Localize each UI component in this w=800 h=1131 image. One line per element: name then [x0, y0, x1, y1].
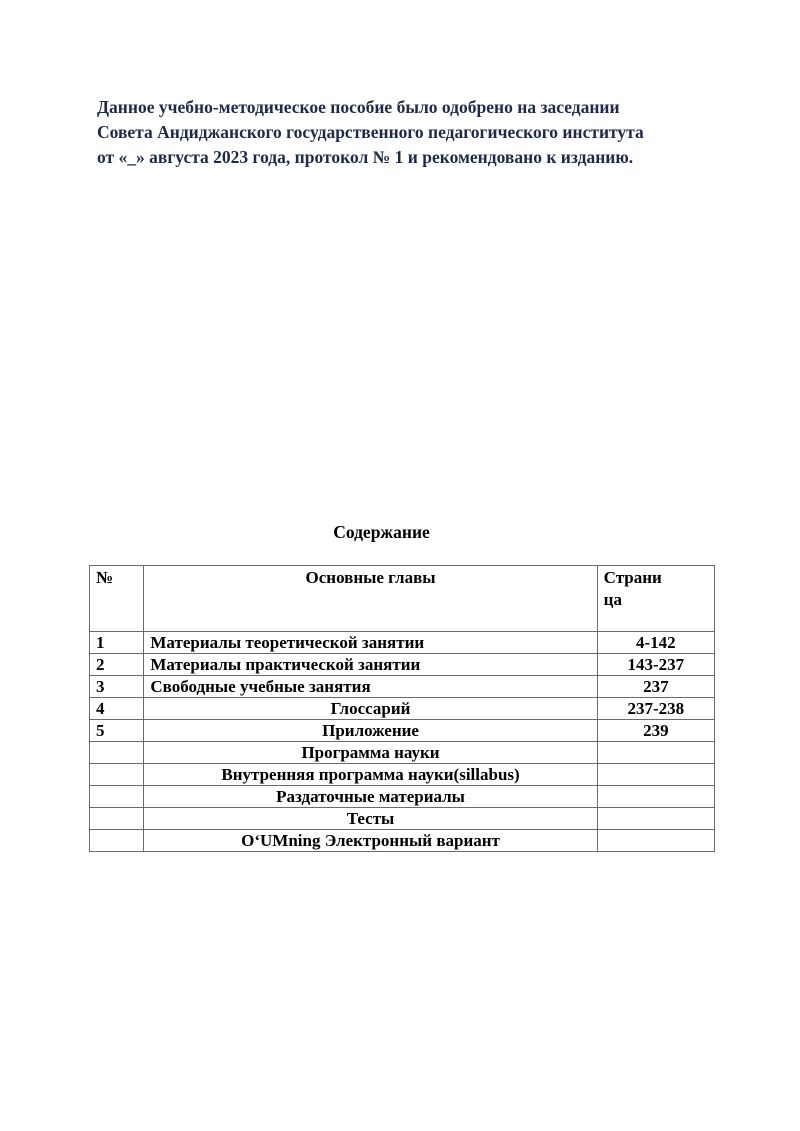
row-number: 5: [90, 720, 144, 742]
table-row: [90, 764, 715, 786]
approval-line-1: Данное учебно-методическое пособие было одобрено на заседании: [97, 97, 620, 117]
row-title: O‘UMning Электронный вариант: [144, 830, 597, 852]
row-page: [597, 808, 714, 830]
row-title: Материалы теоретической занятии: [144, 632, 597, 654]
row-page: 239: [597, 720, 714, 742]
header-chapters: Основные главы: [144, 566, 597, 632]
row-number: [90, 786, 144, 808]
table-row: [90, 808, 715, 830]
row-page: 237-238: [597, 698, 714, 720]
row-number: [90, 764, 144, 786]
row-page: [597, 830, 714, 852]
contents-table: [89, 565, 715, 852]
table-row: [90, 654, 715, 676]
row-page: [597, 764, 714, 786]
header-number: №: [90, 566, 144, 632]
table-row: [90, 742, 715, 764]
row-title: Раздаточные материалы: [144, 786, 597, 808]
header-page: [597, 566, 714, 632]
table-row: [90, 720, 715, 742]
header-page-line-1: Страни: [603, 568, 662, 587]
table-row: [90, 698, 715, 720]
row-number: 1: [90, 632, 144, 654]
table-row: [90, 830, 715, 852]
approval-statement: [97, 95, 737, 170]
row-title: Внутренняя программа науки(sillabus): [144, 764, 597, 786]
row-title: Свободные учебные занятия: [144, 676, 597, 698]
row-page: [597, 742, 714, 764]
row-page: 143-237: [597, 654, 714, 676]
header-page-line-2: ца: [603, 590, 622, 609]
table-row: [90, 676, 715, 698]
approval-line-3: от «_» августа 2023 года, протокол № 1 и рекомендовано к изданию.: [97, 147, 634, 167]
row-page: [597, 786, 714, 808]
row-number: [90, 830, 144, 852]
row-page: 237: [597, 676, 714, 698]
row-title: Программа науки: [144, 742, 597, 764]
row-number: 4: [90, 698, 144, 720]
row-title: Материалы практической занятии: [144, 654, 597, 676]
contents-heading: Содержание: [333, 522, 430, 542]
row-number: [90, 808, 144, 830]
contents-header-row: [90, 566, 715, 632]
row-number: [90, 742, 144, 764]
row-page: 4-142: [597, 632, 714, 654]
row-number: 3: [90, 676, 144, 698]
row-title: Приложение: [144, 720, 597, 742]
table-row: [90, 632, 715, 654]
approval-line-2: Совета Андиджанского государственного педагогического института: [97, 122, 644, 142]
row-number: 2: [90, 654, 144, 676]
row-title: Глоссарий: [144, 698, 597, 720]
row-title: Тесты: [144, 808, 597, 830]
table-row: [90, 786, 715, 808]
